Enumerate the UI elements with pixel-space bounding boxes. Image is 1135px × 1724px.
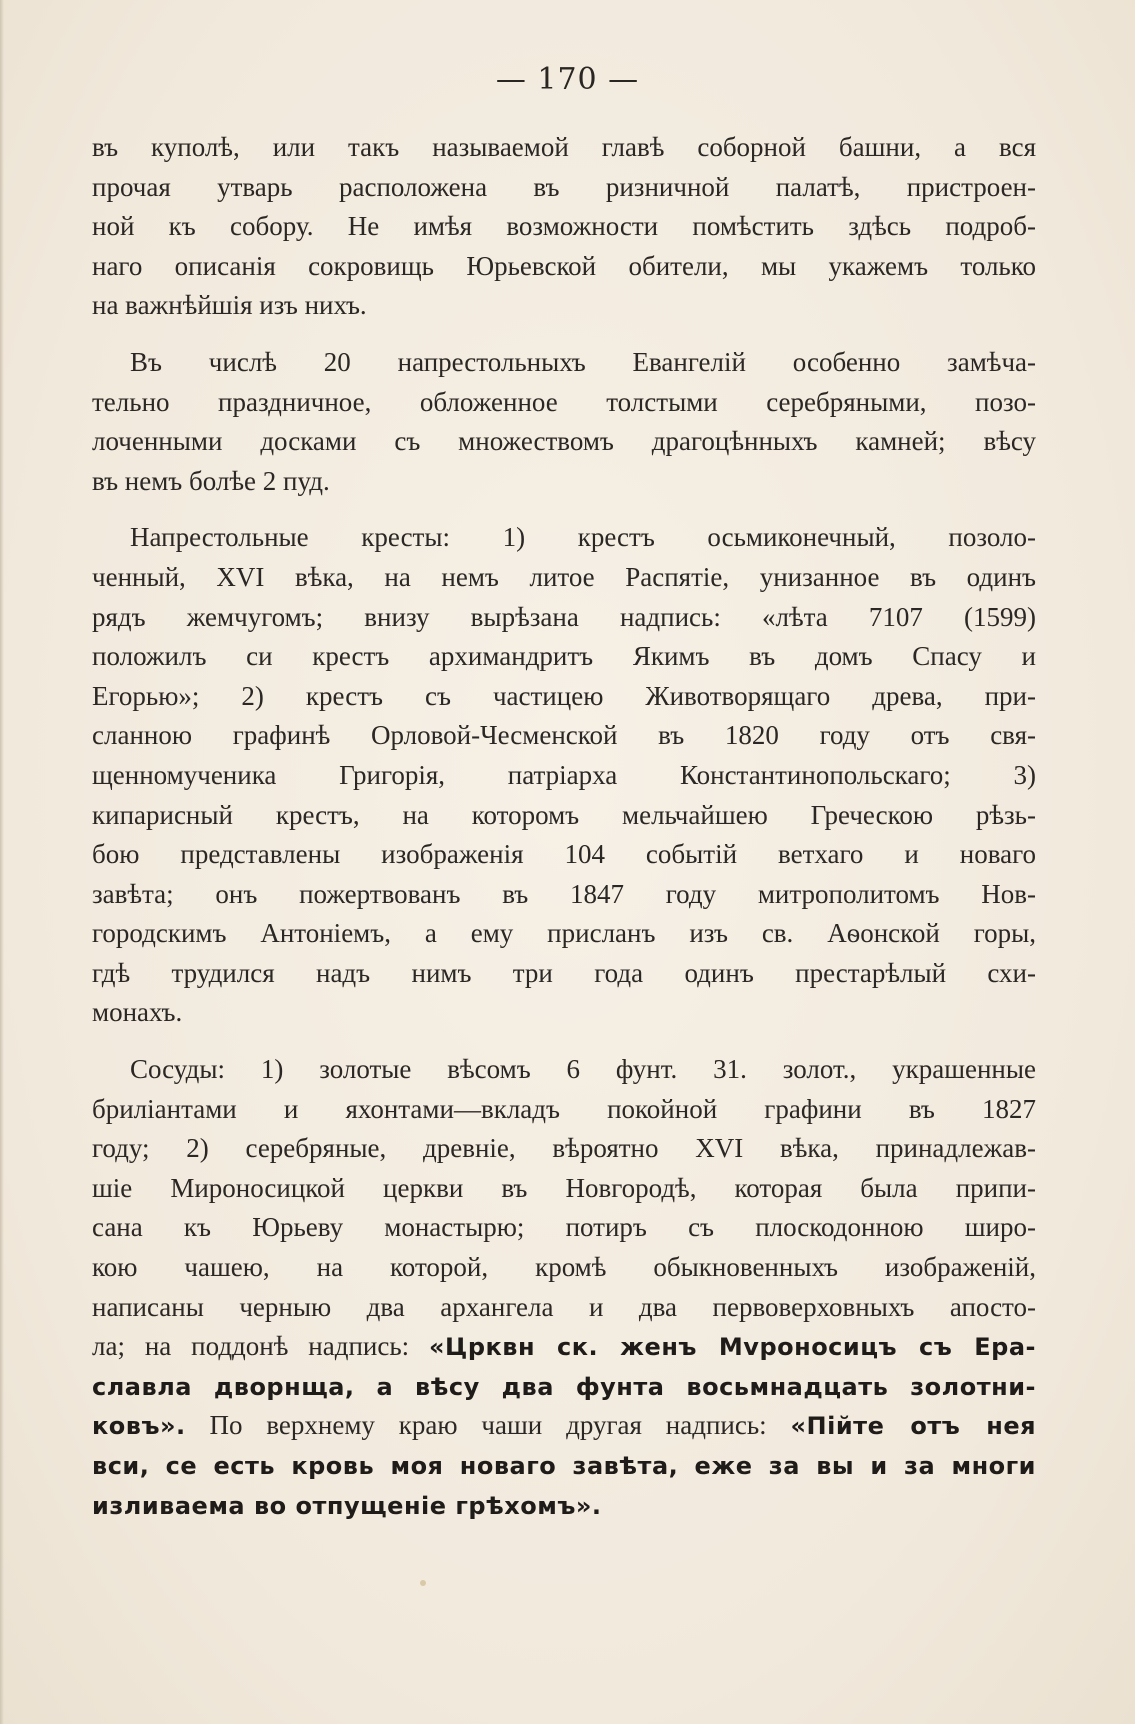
paragraph-4 [92, 1050, 1036, 1525]
slavonic-inscription: «Црквн ск. женъ Мvроносицъ съ Ера- [429, 1333, 1037, 1362]
paper-spot [420, 1580, 426, 1586]
text-line: сана къ Юрьеву монастырю; потиръ съ плоскодонною широ- [92, 1212, 1036, 1243]
body-text [92, 128, 1036, 1542]
text-line: лоченными досками съ множествомъ драгоцѣнныхъ камней; вѣсу [92, 426, 1036, 457]
text-line: въ немъ болѣе 2 пуд. [92, 465, 330, 496]
text-line: щенномученика Григорія, патріарха Константинопольскаго; 3) [92, 759, 1036, 790]
slavonic-inscription: славла дворнща, а вѣсу два фунта восьмнадцать золотни- [92, 1372, 1036, 1401]
text-line: гдѣ трудился надъ нимъ три года одинъ престарѣлый схи- [92, 957, 1036, 988]
text-line-slavonic [92, 1367, 1036, 1407]
text-line: написаны черныю два архангела и два первоверховныхъ апосто- [92, 1291, 1036, 1322]
text-line: бриліантами и яхонтами—вкладъ покойной графини въ 1827 [92, 1093, 1036, 1124]
text-line: наго описанія сокровищь Юрьевской обители, мы укажемъ только [92, 250, 1036, 281]
slavonic-inscription: изливаема во отпущеніе грѣхомъ». [92, 1491, 602, 1520]
text-line: Въ числѣ 20 напрестольныхъ Евангелій особенно замѣча- [130, 346, 1036, 377]
plain-text: По верхнему краю чаши другая надпись: [209, 1410, 767, 1441]
text-line: монахъ. [92, 997, 183, 1028]
text-line: ченный, XVI вѣка, на немъ литое Распятіе, унизанное въ одинъ [92, 561, 1036, 592]
page-edge [0, 0, 4, 1724]
text-line: Егорью»; 2) крестъ съ частицею Животворящаго древа, при- [92, 680, 1036, 711]
slavonic-inscription: ковъ». [92, 1412, 186, 1441]
text-line-mixed [92, 1327, 1036, 1367]
paragraph-3 [92, 518, 1036, 1033]
slavonic-inscription: вси, се есть кровь моя новаго завѣта, еже за вы и за многи [92, 1452, 1036, 1480]
text-line: положилъ си крестъ архимандритъ Якимъ въ домъ Спасу и [92, 641, 1036, 672]
text-line: городскимъ Антоніемъ, а ему присланъ изъ св. Аѳонской горы, [92, 918, 1036, 949]
text-line: бою представлены изображенія 104 событій ветхаго и новаго [92, 839, 1036, 870]
text-line: сланною графинѣ Орловой-Чесменской въ 1820 году отъ свя- [92, 720, 1036, 751]
text-line: ной къ собору. Не имѣя возможности помѣстить здѣсь подроб- [92, 211, 1036, 242]
text-line-slavonic [92, 1446, 1036, 1486]
text-line-mixed [92, 1406, 1036, 1446]
text-line: году; 2) серебряные, древніе, вѣроятно XVI вѣка, принадлежав- [92, 1133, 1036, 1164]
text-line: на важнѣйшія изъ нихъ. [92, 290, 367, 321]
paragraph-1 [92, 128, 1036, 326]
text-line: Напрестольные кресты: 1) крестъ осьмиконечный, позоло- [130, 522, 1036, 553]
text-line: кою чашею, на которой, кромѣ обыкновенныхъ изображеній, [92, 1252, 1036, 1283]
text-line: завѣта; онъ пожертвованъ въ 1847 году митрополитомъ Нов- [92, 878, 1036, 909]
text-line: Сосуды: 1) золотые вѣсомъ 6 фунт. 31. золот., украшенные [130, 1054, 1036, 1085]
paragraph-2 [92, 343, 1036, 501]
text-line: шіе Мироносицкой церкви въ Новгородѣ, которая была припи- [92, 1172, 1036, 1203]
text-line: въ куполѣ, или такъ называемой главѣ соборной башни, а вся [92, 132, 1036, 162]
plain-text: ла; на поддонѣ надпись: [92, 1331, 410, 1362]
page-number: — 170 — [495, 62, 640, 97]
text-line-slavonic [92, 1486, 1036, 1526]
text-line: кипарисный крестъ, на которомъ мельчайшею Греческою рѣзь- [92, 799, 1036, 830]
text-line: рядъ жемчугомъ; внизу вырѣзана надпись: «лѣта 7107 (1599) [92, 601, 1036, 632]
text-line: тельно праздничное, обложенное толстыми серебряными, позо- [92, 386, 1036, 417]
slavonic-inscription: «Пійте отъ нея [790, 1412, 1036, 1441]
text-line: прочая утварь расположена въ ризничной палатѣ, пристроен- [92, 171, 1036, 202]
